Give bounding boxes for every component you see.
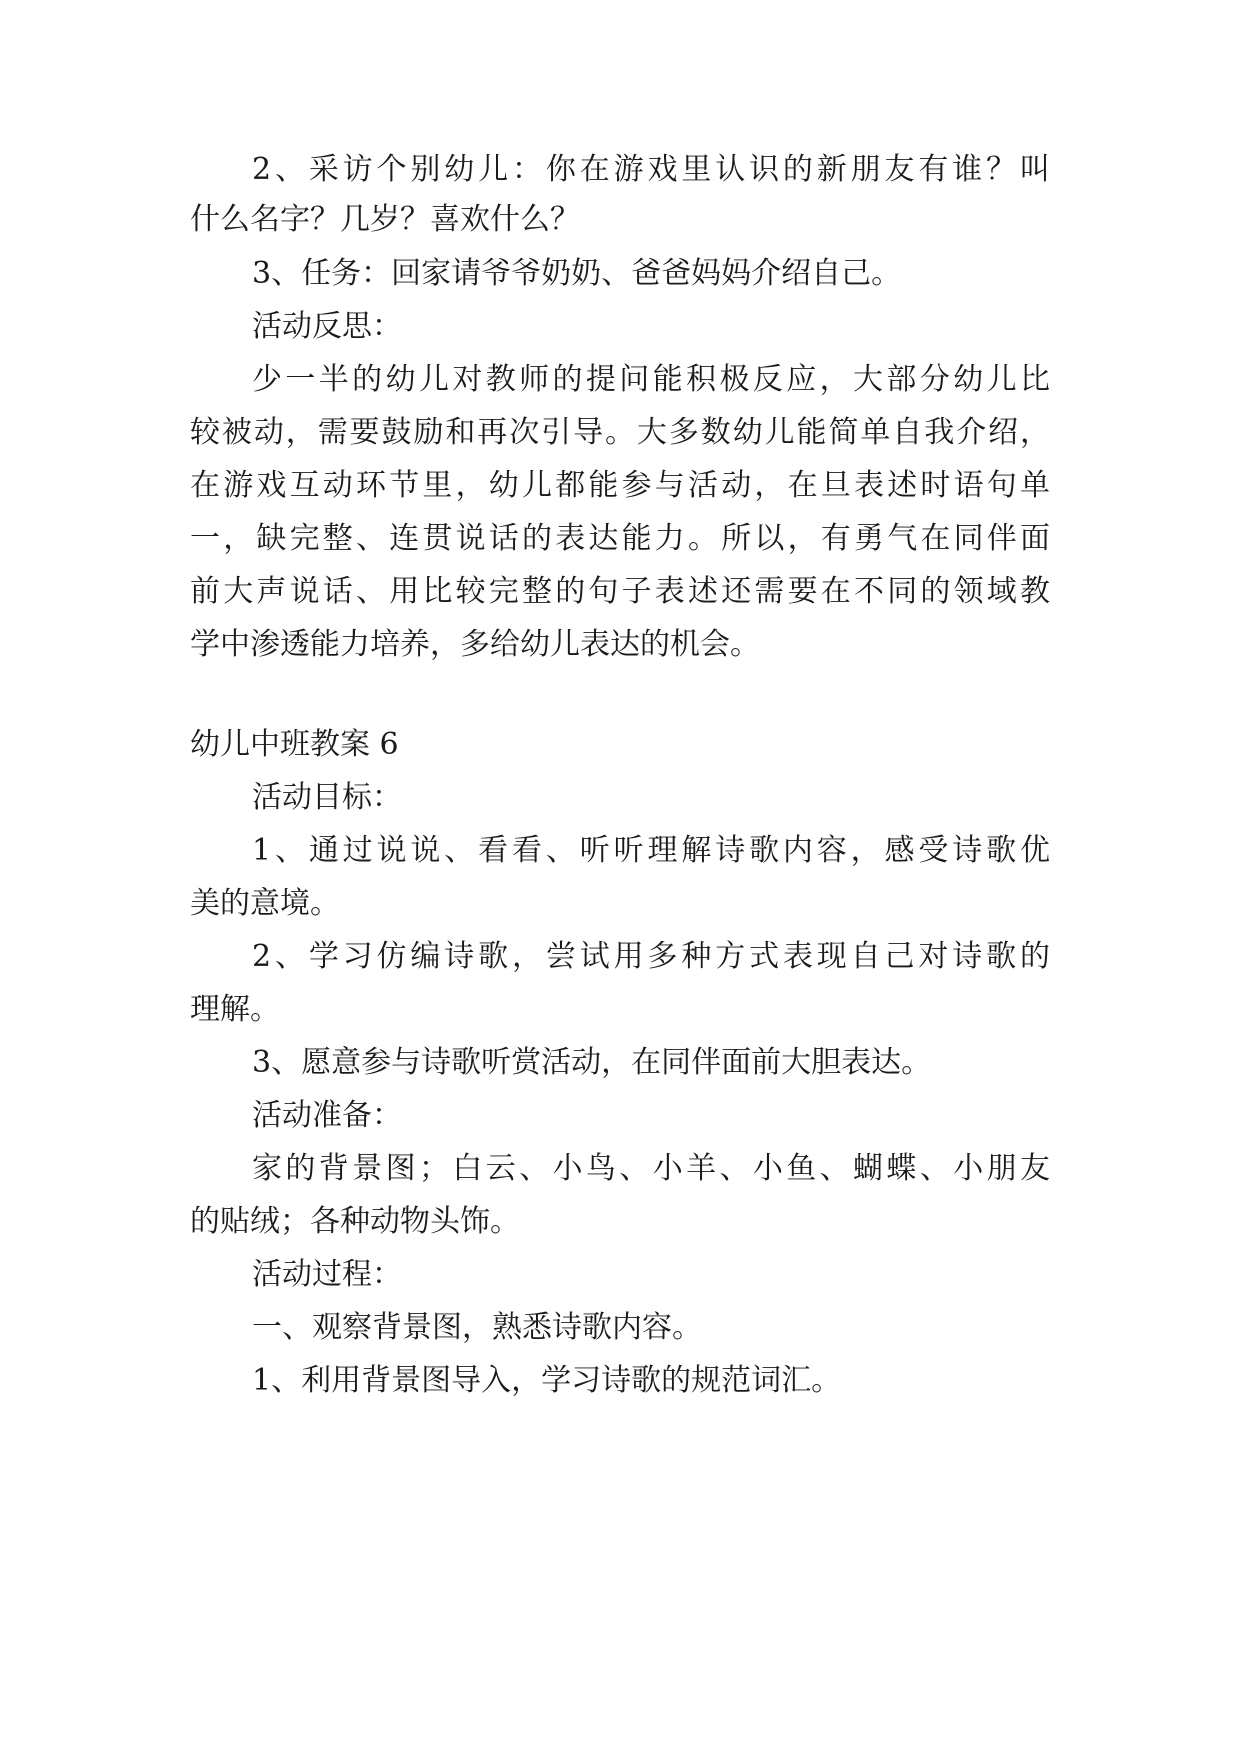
paragraph-line: 3、愿意参与诗歌听赏活动，在同伴面前大胆表达。 — [252, 1045, 932, 1080]
paragraph-line: 3、任务：回家请爷爷奶奶、爸爸妈妈介绍自己。 — [252, 256, 902, 291]
section-heading: 活动过程： — [252, 1257, 402, 1292]
section-heading: 活动准备： — [252, 1098, 402, 1133]
section-heading: 活动反思： — [252, 309, 402, 344]
paragraph-line: 美的意境。 — [190, 886, 340, 921]
paragraph-line: 家的背景图；白云、小鸟、小羊、小鱼、蝴蝶、小朋友 — [252, 1151, 1050, 1186]
paragraph-line: 的贴绒；各种动物头饰。 — [190, 1204, 520, 1239]
paragraph-line: 较被动，需要鼓励和再次引导。大多数幼儿能简单自我介绍， — [190, 415, 1050, 450]
paragraph-line: 1、利用背景图导入，学习诗歌的规范词汇。 — [252, 1363, 842, 1398]
paragraph-line: 少一半的幼儿对教师的提问能积极反应，大部分幼儿比 — [252, 362, 1050, 397]
paragraph-line: 2、采访个别幼儿：你在游戏里认识的新朋友有谁？叫 — [252, 152, 1050, 187]
paragraph-line: 前大声说话、用比较完整的句子表述还需要在不同的领域教 — [190, 574, 1050, 609]
paragraph-line: 1、通过说说、看看、听听理解诗歌内容，感受诗歌优 — [252, 833, 1050, 868]
section-heading: 活动目标： — [252, 780, 402, 815]
paragraph-line: 学中渗透能力培养，多给幼儿表达的机会。 — [190, 627, 760, 662]
page-title: 幼儿中班教案 6 — [190, 727, 399, 762]
paragraph-line: 一、观察背景图，熟悉诗歌内容。 — [252, 1310, 702, 1345]
paragraph-line: 在游戏互动环节里，幼儿都能参与活动，在旦表述时语句单 — [190, 468, 1050, 503]
paragraph-line: 理解。 — [190, 992, 280, 1027]
paragraph-line: 2、学习仿编诗歌，尝试用多种方式表现自己对诗歌的 — [252, 939, 1050, 974]
paragraph-line: 一，缺完整、连贯说话的表达能力。所以，有勇气在同伴面 — [190, 521, 1050, 556]
paragraph-line: 什么名字？几岁？喜欢什么？ — [190, 202, 580, 237]
